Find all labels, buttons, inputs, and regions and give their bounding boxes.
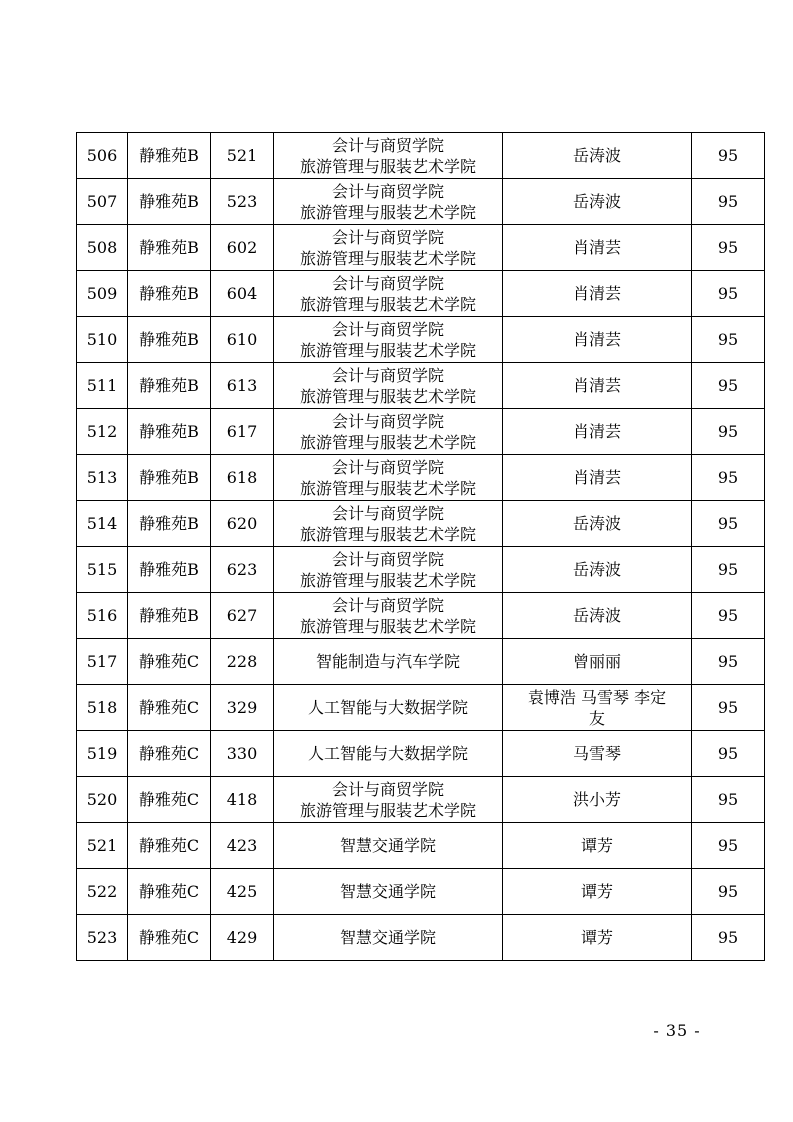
person-in-charge-cell: [503, 317, 692, 363]
score-cell: 95: [692, 225, 765, 271]
person-in-charge-line: 肖清芸: [572, 422, 621, 441]
score-cell: 95: [692, 409, 765, 455]
person-in-charge-line: 肖清芸: [572, 238, 621, 257]
person-in-charge-cell: [503, 179, 692, 225]
score-cell: 95: [692, 731, 765, 777]
person-in-charge-cell: [503, 409, 692, 455]
room-cell: 329: [211, 685, 274, 731]
college-line: 智慧交通学院: [339, 928, 436, 947]
person-in-charge-line: 岳涛波: [572, 146, 621, 165]
table-row: [77, 639, 765, 685]
score-cell: 95: [692, 593, 765, 639]
person-in-charge-line: 肖清芸: [572, 376, 621, 395]
building-cell: 静雅苑B: [128, 501, 211, 547]
row-number-cell: 519: [77, 731, 128, 777]
table-row: [77, 685, 765, 731]
row-number-cell: 514: [77, 501, 128, 547]
table-row: [77, 731, 765, 777]
table-row: [77, 271, 765, 317]
room-cell: 620: [211, 501, 274, 547]
row-number-cell: 509: [77, 271, 128, 317]
score-cell: 95: [692, 639, 765, 685]
college-cell: [274, 685, 503, 731]
person-in-charge-line: 友: [588, 708, 605, 728]
building-cell: 静雅苑B: [128, 133, 211, 179]
college-cell: [274, 915, 503, 961]
college-line: 旅游管理与服装艺术学院: [299, 800, 476, 820]
college-line: 旅游管理与服装艺术学院: [299, 294, 476, 314]
table-row: [77, 777, 765, 823]
table-row: [77, 409, 765, 455]
table-row: [77, 179, 765, 225]
person-in-charge-line: 谭芳: [580, 836, 613, 855]
room-cell: 228: [211, 639, 274, 685]
college-line: 旅游管理与服装艺术学院: [299, 202, 476, 222]
building-cell: 静雅苑C: [128, 731, 211, 777]
row-number-cell: 523: [77, 915, 128, 961]
college-cell: [274, 179, 503, 225]
person-in-charge-line: 岳涛波: [572, 606, 621, 625]
table-row: [77, 317, 765, 363]
row-number-cell: 517: [77, 639, 128, 685]
college-cell: [274, 639, 503, 685]
score-cell: 95: [692, 179, 765, 225]
table-row: [77, 133, 765, 179]
room-cell: 623: [211, 547, 274, 593]
college-line: 旅游管理与服装艺术学院: [299, 616, 476, 636]
person-in-charge-line: 肖清芸: [572, 330, 621, 349]
college-line: 旅游管理与服装艺术学院: [299, 432, 476, 452]
table-row: [77, 501, 765, 547]
person-in-charge-cell: [503, 915, 692, 961]
person-in-charge-line: 岳涛波: [572, 514, 621, 533]
college-line: 会计与商贸学院: [331, 273, 444, 293]
college-cell: [274, 271, 503, 317]
room-cell: 425: [211, 869, 274, 915]
building-cell: 静雅苑C: [128, 639, 211, 685]
person-in-charge-line: 曾丽丽: [572, 652, 621, 671]
person-in-charge-cell: [503, 777, 692, 823]
college-line: 会计与商贸学院: [331, 549, 444, 569]
college-line: 会计与商贸学院: [331, 319, 444, 339]
row-number-cell: 513: [77, 455, 128, 501]
person-in-charge-line: 洪小芳: [572, 790, 621, 809]
college-cell: [274, 731, 503, 777]
page-number: - 35 -: [653, 1021, 701, 1040]
row-number-cell: 506: [77, 133, 128, 179]
score-cell: 95: [692, 547, 765, 593]
college-line: 会计与商贸学院: [331, 457, 444, 477]
college-cell: [274, 363, 503, 409]
score-cell: 95: [692, 317, 765, 363]
college-line: 会计与商贸学院: [331, 503, 444, 523]
college-cell: [274, 225, 503, 271]
room-cell: 423: [211, 823, 274, 869]
college-line: 会计与商贸学院: [331, 227, 444, 247]
score-cell: 95: [692, 869, 765, 915]
room-cell: 523: [211, 179, 274, 225]
row-number-cell: 515: [77, 547, 128, 593]
room-cell: 627: [211, 593, 274, 639]
table-row: [77, 915, 765, 961]
college-cell: [274, 869, 503, 915]
score-cell: 95: [692, 685, 765, 731]
score-cell: 95: [692, 363, 765, 409]
row-number-cell: 518: [77, 685, 128, 731]
college-line: 会计与商贸学院: [331, 595, 444, 615]
college-cell: [274, 777, 503, 823]
person-in-charge-line: 袁博浩 马雪琴 李定: [527, 687, 667, 707]
table-row: [77, 225, 765, 271]
college-cell: [274, 823, 503, 869]
college-cell: [274, 593, 503, 639]
college-line: 旅游管理与服装艺术学院: [299, 478, 476, 498]
room-cell: 418: [211, 777, 274, 823]
person-in-charge-cell: [503, 547, 692, 593]
person-in-charge-cell: [503, 363, 692, 409]
building-cell: 静雅苑B: [128, 593, 211, 639]
college-line: 旅游管理与服装艺术学院: [299, 340, 476, 360]
college-line: 会计与商贸学院: [331, 411, 444, 431]
building-cell: 静雅苑B: [128, 547, 211, 593]
building-cell: 静雅苑C: [128, 777, 211, 823]
person-in-charge-cell: [503, 823, 692, 869]
person-in-charge-cell: [503, 501, 692, 547]
row-number-cell: 521: [77, 823, 128, 869]
score-cell: 95: [692, 133, 765, 179]
college-line: 会计与商贸学院: [331, 181, 444, 201]
building-cell: 静雅苑B: [128, 317, 211, 363]
person-in-charge-line: 肖清芸: [572, 468, 621, 487]
score-cell: 95: [692, 823, 765, 869]
college-line: 旅游管理与服装艺术学院: [299, 570, 476, 590]
table-row: [77, 547, 765, 593]
table-row: [77, 593, 765, 639]
college-line: 会计与商贸学院: [331, 135, 444, 155]
room-cell: 330: [211, 731, 274, 777]
score-cell: 95: [692, 271, 765, 317]
room-cell: 613: [211, 363, 274, 409]
building-cell: 静雅苑C: [128, 915, 211, 961]
row-number-cell: 520: [77, 777, 128, 823]
building-cell: 静雅苑B: [128, 409, 211, 455]
college-line: 智慧交通学院: [339, 882, 436, 901]
row-number-cell: 507: [77, 179, 128, 225]
college-line: 旅游管理与服装艺术学院: [299, 156, 476, 176]
college-cell: [274, 501, 503, 547]
college-line: 智能制造与汽车学院: [315, 652, 460, 671]
college-cell: [274, 455, 503, 501]
room-cell: 521: [211, 133, 274, 179]
building-cell: 静雅苑C: [128, 869, 211, 915]
table-row: [77, 869, 765, 915]
person-in-charge-cell: [503, 225, 692, 271]
college-line: 会计与商贸学院: [331, 365, 444, 385]
person-in-charge-line: 马雪琴: [572, 744, 621, 763]
table-row: [77, 823, 765, 869]
row-number-cell: 508: [77, 225, 128, 271]
room-cell: 602: [211, 225, 274, 271]
person-in-charge-cell: [503, 869, 692, 915]
row-number-cell: 510: [77, 317, 128, 363]
room-cell: 429: [211, 915, 274, 961]
person-in-charge-cell: [503, 271, 692, 317]
row-number-cell: 516: [77, 593, 128, 639]
college-line: 会计与商贸学院: [331, 779, 444, 799]
person-in-charge-cell: [503, 685, 692, 731]
building-cell: 静雅苑C: [128, 685, 211, 731]
college-cell: [274, 133, 503, 179]
person-in-charge-line: 肖清芸: [572, 284, 621, 303]
score-cell: 95: [692, 915, 765, 961]
row-number-cell: 522: [77, 869, 128, 915]
person-in-charge-line: 岳涛波: [572, 192, 621, 211]
room-cell: 610: [211, 317, 274, 363]
college-line: 人工智能与大数据学院: [307, 698, 468, 717]
building-cell: 静雅苑B: [128, 179, 211, 225]
table-row: [77, 455, 765, 501]
college-line: 旅游管理与服装艺术学院: [299, 386, 476, 406]
college-line: 旅游管理与服装艺术学院: [299, 524, 476, 544]
building-cell: 静雅苑B: [128, 455, 211, 501]
score-cell: 95: [692, 777, 765, 823]
building-cell: 静雅苑B: [128, 363, 211, 409]
college-cell: [274, 547, 503, 593]
table-body: [77, 133, 765, 961]
person-in-charge-line: 岳涛波: [572, 560, 621, 579]
person-in-charge-cell: [503, 593, 692, 639]
person-in-charge-cell: [503, 731, 692, 777]
room-cell: 618: [211, 455, 274, 501]
room-cell: 617: [211, 409, 274, 455]
person-in-charge-line: 谭芳: [580, 928, 613, 947]
person-in-charge-line: 谭芳: [580, 882, 613, 901]
college-line: 旅游管理与服装艺术学院: [299, 248, 476, 268]
row-number-cell: 512: [77, 409, 128, 455]
building-cell: 静雅苑B: [128, 225, 211, 271]
dormitory-score-table: [76, 132, 765, 961]
table-row: [77, 363, 765, 409]
college-line: 智慧交通学院: [339, 836, 436, 855]
person-in-charge-cell: [503, 455, 692, 501]
score-cell: 95: [692, 455, 765, 501]
score-cell: 95: [692, 501, 765, 547]
building-cell: 静雅苑C: [128, 823, 211, 869]
person-in-charge-cell: [503, 639, 692, 685]
college-cell: [274, 409, 503, 455]
college-cell: [274, 317, 503, 363]
college-line: 人工智能与大数据学院: [307, 744, 468, 763]
room-cell: 604: [211, 271, 274, 317]
person-in-charge-cell: [503, 133, 692, 179]
row-number-cell: 511: [77, 363, 128, 409]
building-cell: 静雅苑B: [128, 271, 211, 317]
